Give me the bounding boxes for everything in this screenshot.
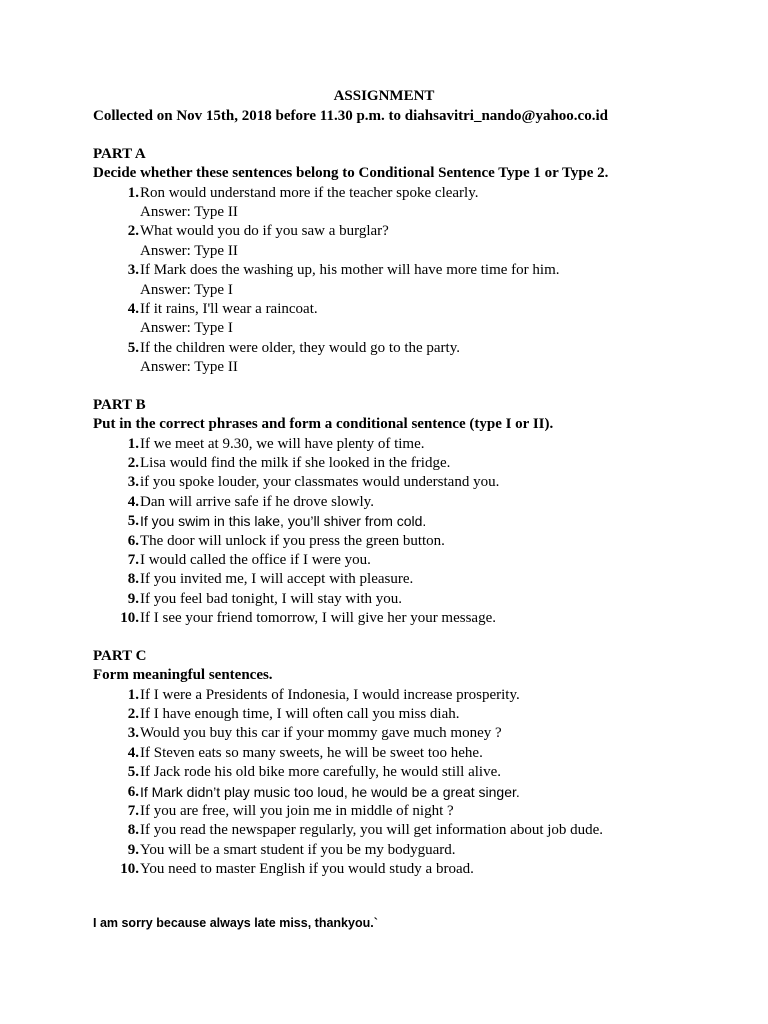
list-item xyxy=(93,493,733,512)
part-a-heading: PART A xyxy=(93,146,146,162)
part-c-list xyxy=(93,686,733,880)
item-number: 10. xyxy=(120,861,139,878)
item-number: 3. xyxy=(127,474,139,491)
list-item xyxy=(93,570,733,589)
item-text: Would you buy this car if your mommy gave much money ? xyxy=(140,725,502,742)
item-number: 4. xyxy=(127,300,139,317)
item-text: If Mark didn’t play music too loud, he would be a great singer. xyxy=(140,783,520,800)
part-a-section xyxy=(93,145,733,378)
item-number: 7. xyxy=(127,802,139,819)
part-b-instruction: Put in the correct phrases and form a conditional sentence (type I or II). xyxy=(93,416,554,432)
list-item xyxy=(93,783,733,802)
list-item xyxy=(93,339,733,358)
part-b-section xyxy=(93,396,733,629)
list-item xyxy=(93,860,733,879)
item-number: 6. xyxy=(127,783,139,800)
list-item xyxy=(93,724,733,743)
collection-info: Collected on Nov 15th, 2018 before 11.30 p.m. to diahsavitri_nando@yahoo.co.id xyxy=(93,108,608,124)
list-item xyxy=(93,473,733,492)
list-item xyxy=(93,435,733,454)
part-c-instruction: Form meaningful sentences. xyxy=(93,667,273,683)
list-item xyxy=(93,454,733,473)
item-text: Ron would understand more if the teacher spoke clearly. xyxy=(140,184,479,201)
list-item xyxy=(93,609,733,628)
item-text: I would called the office if I were you. xyxy=(140,551,371,568)
item-number: 8. xyxy=(127,571,139,588)
item-text: The door will unlock if you press the green button. xyxy=(140,532,445,549)
item-text: if you spoke louder, your classmates would understand you. xyxy=(140,474,500,491)
item-number: 1. xyxy=(127,435,139,452)
item-number: 9. xyxy=(127,590,139,607)
item-number: 1. xyxy=(127,686,139,703)
answer-text: Answer: Type II xyxy=(140,203,238,220)
item-number: 6. xyxy=(127,532,139,549)
list-item xyxy=(93,590,733,609)
page-title: ASSIGNMENT xyxy=(333,88,435,104)
item-text: If Steven eats so many sweets, he will be sweet too hehe. xyxy=(140,744,483,761)
item-text: If you feel bad tonight, I will stay with you. xyxy=(140,590,403,607)
answer-text: Answer: Type I xyxy=(140,281,233,298)
list-item xyxy=(93,821,733,840)
item-number: 3. xyxy=(127,262,139,279)
item-number: 1. xyxy=(127,184,139,201)
item-text: You need to master English if you would study a broad. xyxy=(140,861,474,878)
item-number: 4. xyxy=(127,744,139,761)
item-text: You will be a smart student if you be my bodyguard. xyxy=(140,841,456,858)
item-text: If you swim in this lake, you’ll shiver from cold. xyxy=(140,513,427,530)
answer-text: Answer: Type I xyxy=(140,320,233,337)
item-number: 2. xyxy=(127,705,139,722)
answer-text: Answer: Type II xyxy=(140,359,238,376)
answer-text: Answer: Type II xyxy=(140,242,238,259)
part-b-list xyxy=(93,435,733,629)
item-number: 7. xyxy=(127,551,139,568)
part-a-instruction: Decide whether these sentences belong to Conditional Sentence Type 1 or Type 2. xyxy=(93,165,609,181)
item-text: If I have enough time, I will often call you miss diah. xyxy=(140,705,460,722)
list-item xyxy=(93,532,733,551)
item-number: 2. xyxy=(127,454,139,471)
item-number: 4. xyxy=(127,493,139,510)
item-text: Dan will arrive safe if he drove slowly. xyxy=(140,493,374,510)
item-number: 10. xyxy=(120,610,139,627)
list-item xyxy=(93,261,733,280)
part-c-heading: PART C xyxy=(93,648,147,664)
list-item xyxy=(93,705,733,724)
list-item xyxy=(93,512,733,531)
item-number: 5. xyxy=(127,764,139,781)
list-item xyxy=(93,841,733,860)
list-item xyxy=(93,184,733,203)
item-number: 9. xyxy=(127,841,139,858)
item-text: If it rains, I'll wear a raincoat. xyxy=(140,300,318,317)
item-text: If you invited me, I will accept with pleasure. xyxy=(140,571,414,588)
list-item xyxy=(93,686,733,705)
item-number: 5. xyxy=(127,339,139,356)
item-text: If you are free, will you join me in middle of night ? xyxy=(140,802,454,819)
item-text: If the children were older, they would go to the party. xyxy=(140,339,460,356)
item-text: Lisa would find the milk if she looked in the fridge. xyxy=(140,454,451,471)
part-b-heading: PART B xyxy=(93,397,146,413)
item-number: 2. xyxy=(127,223,139,240)
list-item xyxy=(93,300,733,319)
list-item xyxy=(93,744,733,763)
item-number: 5. xyxy=(127,513,139,530)
closing-note: I am sorry because always late miss, thankyou.` xyxy=(93,916,378,930)
item-text: If Mark does the washing up, his mother will have more time for him. xyxy=(140,262,560,279)
item-number: 3. xyxy=(127,725,139,742)
item-text: If I see your friend tomorrow, I will give her your message. xyxy=(140,610,497,627)
list-item xyxy=(93,222,733,241)
item-number: 8. xyxy=(127,822,139,839)
item-text: What would you do if you saw a burglar? xyxy=(140,223,389,240)
list-item xyxy=(93,763,733,782)
item-text: If I were a Presidents of Indonesia, I would increase prosperity. xyxy=(140,686,520,703)
part-a-list xyxy=(93,184,733,378)
part-c-section xyxy=(93,647,733,880)
list-item xyxy=(93,551,733,570)
item-text: If Jack rode his old bike more carefully, he would still alive. xyxy=(140,764,502,781)
item-text: If you read the newspaper regularly, you will get information about job dude. xyxy=(140,822,604,839)
item-text: If we meet at 9.30, we will have plenty of time. xyxy=(140,435,425,452)
list-item xyxy=(93,802,733,821)
